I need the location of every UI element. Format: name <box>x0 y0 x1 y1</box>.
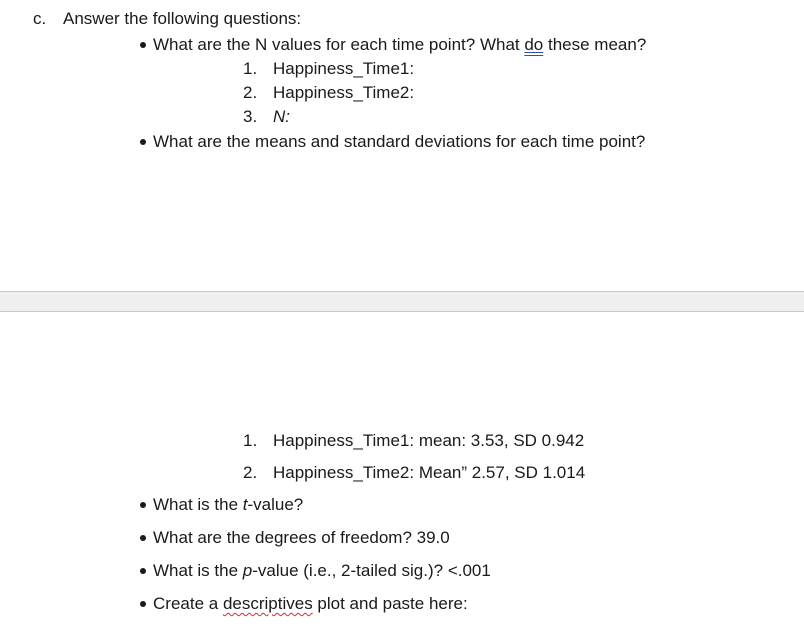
section-heading-text: Answer the following questions: <box>63 9 302 28</box>
list-item-label: Happiness_Time1: <box>273 59 415 78</box>
list-number: 1. <box>243 431 258 450</box>
question-text: What is the t-value? <box>153 495 304 514</box>
list-item-label: Happiness_Time2: <box>273 83 415 102</box>
list-number: 1. <box>243 59 258 78</box>
bullet-icon <box>140 139 146 145</box>
list-item-label: Happiness_Time1: mean: 3.53, SD 0.942 <box>273 431 585 450</box>
list-number: 3. <box>243 107 258 126</box>
question-text: What are the degrees of freedom? 39.0 <box>153 528 450 547</box>
grammar-underline: do <box>524 35 544 54</box>
list-item-label: N: <box>273 107 290 126</box>
question-text: Create a descriptives plot and paste here: <box>153 594 468 613</box>
bullet-icon <box>140 502 146 508</box>
spelling-squiggle: descriptives <box>222 594 313 613</box>
question-text: What are the N values for each time point? What do these mean? <box>153 35 647 54</box>
bullet-icon <box>140 601 146 607</box>
bullet-icon <box>140 568 146 574</box>
list-marker: c. <box>33 9 47 28</box>
bullet-icon <box>140 535 146 541</box>
question-text: What are the means and standard deviations for each time point? <box>153 132 646 151</box>
bullet-icon <box>140 42 146 48</box>
page-break <box>0 291 804 312</box>
question-text: What is the p-value (i.e., 2-tailed sig.)? <.001 <box>153 561 491 580</box>
list-number: 2. <box>243 463 258 482</box>
list-number: 2. <box>243 83 258 102</box>
list-item-label: Happiness_Time2: Mean” 2.57, SD 1.014 <box>273 463 586 482</box>
